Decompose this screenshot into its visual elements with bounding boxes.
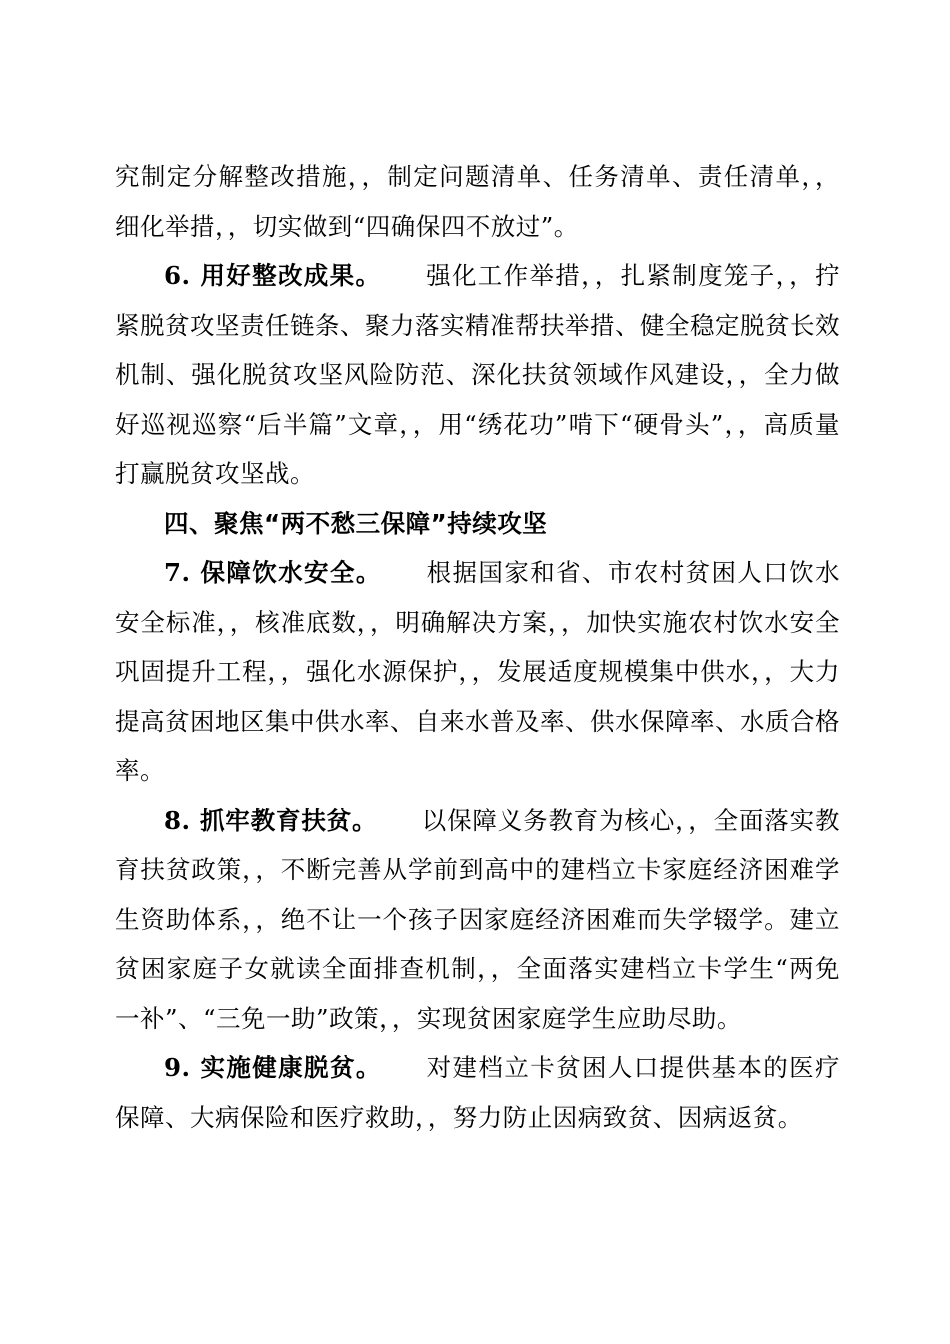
paragraph-item-9 [115, 1043, 840, 1142]
section-title: 四、聚焦“两不愁三保障”持续攻坚 [164, 508, 548, 538]
paragraph-item-6 [115, 251, 840, 499]
item-heading: 7. 保障饮水安全。 [164, 558, 382, 587]
paragraph-text: 强化工作举措，，扎紧制度笼子，，拧紧脱贫攻坚责任链条、聚力落实精准帮扶举措、健全稳定脱贫长效机制、强化脱贫攻坚风险防范、深化扶贫领域作风建设，，全力做好巡视巡察“后半篇”文章，，用“绣花功”啃下“硬骨头”，，高质量打赢脱贫攻坚战。 [115, 261, 841, 488]
paragraph-item-8 [115, 796, 840, 1044]
item-heading: 9. 实施健康脱贫。 [164, 1053, 382, 1082]
paragraph-continuation [115, 152, 840, 251]
paragraph-text: 究制定分解整改措施，，制定问题清单、任务清单、责任清单，，细化举措，，切实做到“四确保四不放过”。 [115, 162, 840, 241]
paragraph-text: 以保障义务教育为核心，，全面落实教育扶贫政策，，不断完善从学前到高中的建档立卡家庭经济困难学生资助体系，，绝不让一个孩子因家庭经济困难而失学辍学。建立贫困家庭子女就读全面排查机制，，全面落实建档立卡学生“两免一补”、“三免一助”政策，，实现贫困家庭学生应助尽助。 [115, 805, 840, 1033]
paragraph-item-7 [115, 548, 840, 796]
document-body [115, 152, 840, 1142]
item-heading: 8. 抓牢教育扶贫。 [164, 805, 378, 835]
paragraph-text: 根据国家和省、市农村贫困人口饮水安全标准，，核准底数，，明确解决方案，，加快实施农村饮水安全巩固提升工程，，强化水源保护，，发展适度规模集中供水，，大力提高贫困地区集中供水率、自来水普及率、供水保障率、水质合格率。 [115, 558, 841, 785]
section-heading [115, 499, 840, 549]
paragraph-text: 对建档立卡贫困人口提供基本的医疗保障、大病保险和医疗救助，，努力防止因病致贫、因病返贫。 [115, 1053, 841, 1132]
item-heading: 6. 用好整改成果。 [164, 261, 382, 290]
